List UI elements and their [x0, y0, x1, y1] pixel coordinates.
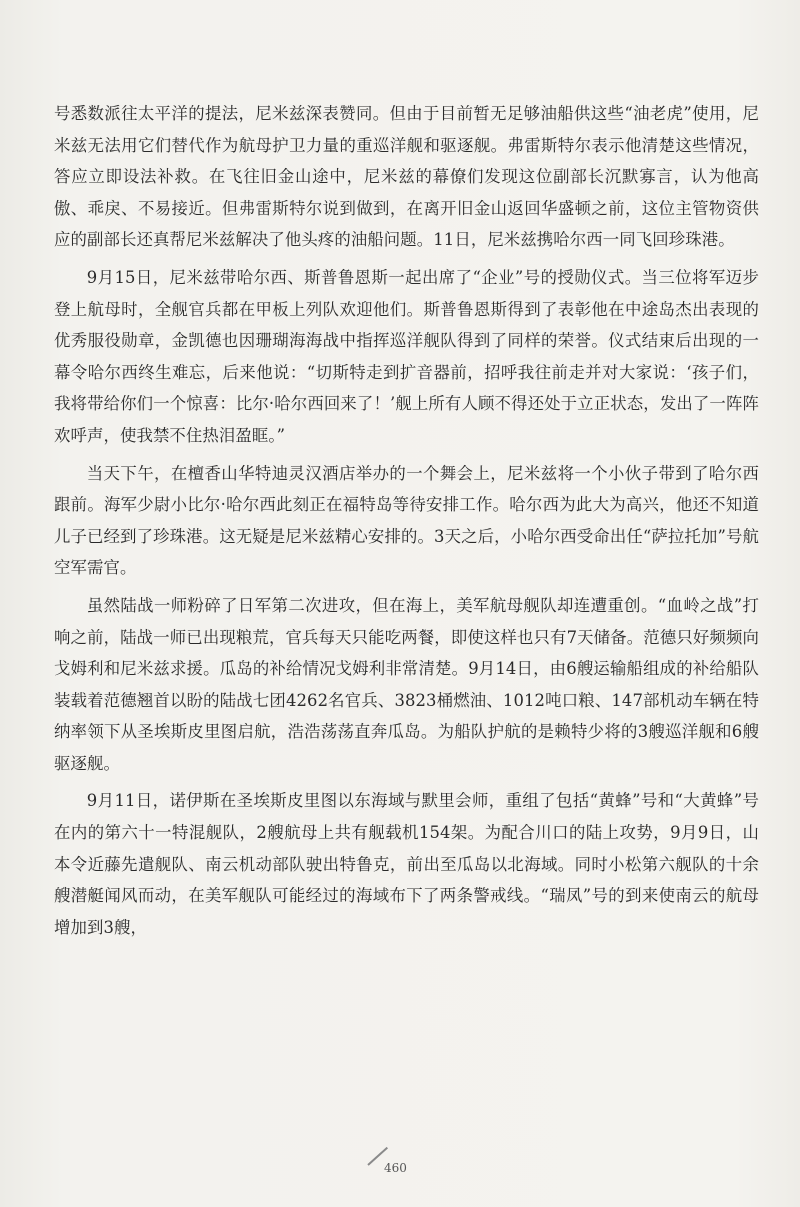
- page-number: 460: [384, 1161, 407, 1175]
- paragraph-5: 9月11日，诺伊斯在圣埃斯皮里图以东海域与默里会师，重组了包括“黄蜂”号和“大黄蜂”号在内的第六十一特混舰队，2艘航母上共有舰载机154架。为配合川口的陆上攻势，9月9日，山本令近藤先遣舰队、南云机动部队驶出特鲁克，前出至瓜岛以北海域。同时小松第六舰队的十余艘潜艇闻风而动，在美军舰队可能经过的海域布下了两条警戒线。“瑞凤”号的到来使南云的航母增加到3艘，: [54, 791, 759, 937]
- page-footer: [0, 1160, 800, 1200]
- paragraph-1: 号悉数派往太平洋的提法，尼米兹深表赞同。但由于目前暂无足够油船供这些“油老虎”使用，尼米兹无法用它们替代作为航母护卫力量的重巡洋舰和驱逐舰。弗雷斯特尔表示他清楚这些情况，答应立即设法补救。在飞往旧金山途中，尼米兹的幕僚们发现这位副部长沉默寡言，认为他高傲、乖戾、不易接近。但弗雷斯特尔说到做到，在离开旧金山返回华盛顿之前，这位主管物资供应的副部长还真帮尼米兹解决了他头疼的油船问题。11日，尼米兹携哈尔西一同飞回珍珠港。: [54, 104, 759, 250]
- paragraph-3: 当天下午，在檀香山华特迪灵汉酒店举办的一个舞会上，尼米兹将一个小伙子带到了哈尔西跟前。海军少尉小比尔·哈尔西此刻正在福特岛等待安排工作。哈尔西为此大为高兴，他还不知道儿子已经到了珍珠港。这无疑是尼米兹精心安排的。3天之后，小哈尔西受命出任“萨拉托加”号航空军需官。: [54, 463, 759, 578]
- paragraph-4: 虽然陆战一师粉碎了日军第二次进攻，但在海上，美军航母舰队却连遭重创。“血岭之战”打响之前，陆战一师已出现粮荒，官兵每天只能吃两餐，即使这样也只有7天储备。范德只好频频向戈姆利和尼米兹求援。瓜岛的补给情况戈姆利非常清楚。9月14日，由6艘运输船组成的补给船队装载着范德翘首以盼的陆战七团4262名官兵、3823桶燃油、1012吨口粮、147部机动车辆在特纳率领下从圣埃斯皮里图启航，浩浩荡荡直奔瓜岛。为船队护航的是赖特少将的3艘巡洋舰和6艘驱逐舰。: [54, 595, 759, 773]
- paragraph-2: 9月15日，尼米兹带哈尔西、斯普鲁恩斯一起出席了“企业”号的授勋仪式。当三位将军迈步登上航母时，全舰官兵都在甲板上列队欢迎他们。斯普鲁恩斯得到了表彰他在中途岛杰出表现的优秀服役勋章，金凯德也因珊瑚海海战中指挥巡洋舰队得到了同样的荣誉。仪式结束后出现的一幕令哈尔西终生难忘，后来他说：“切斯特走到扩音器前，招呼我往前走并对大家说：‘孩子们，我将带给你们一个惊喜：比尔·哈尔西回来了！’舰上所有人顾不得还处于立正状态，发出了一阵阵欢呼声，使我禁不住热泪盈眶。”: [54, 267, 759, 445]
- body-text: [54, 98, 759, 943]
